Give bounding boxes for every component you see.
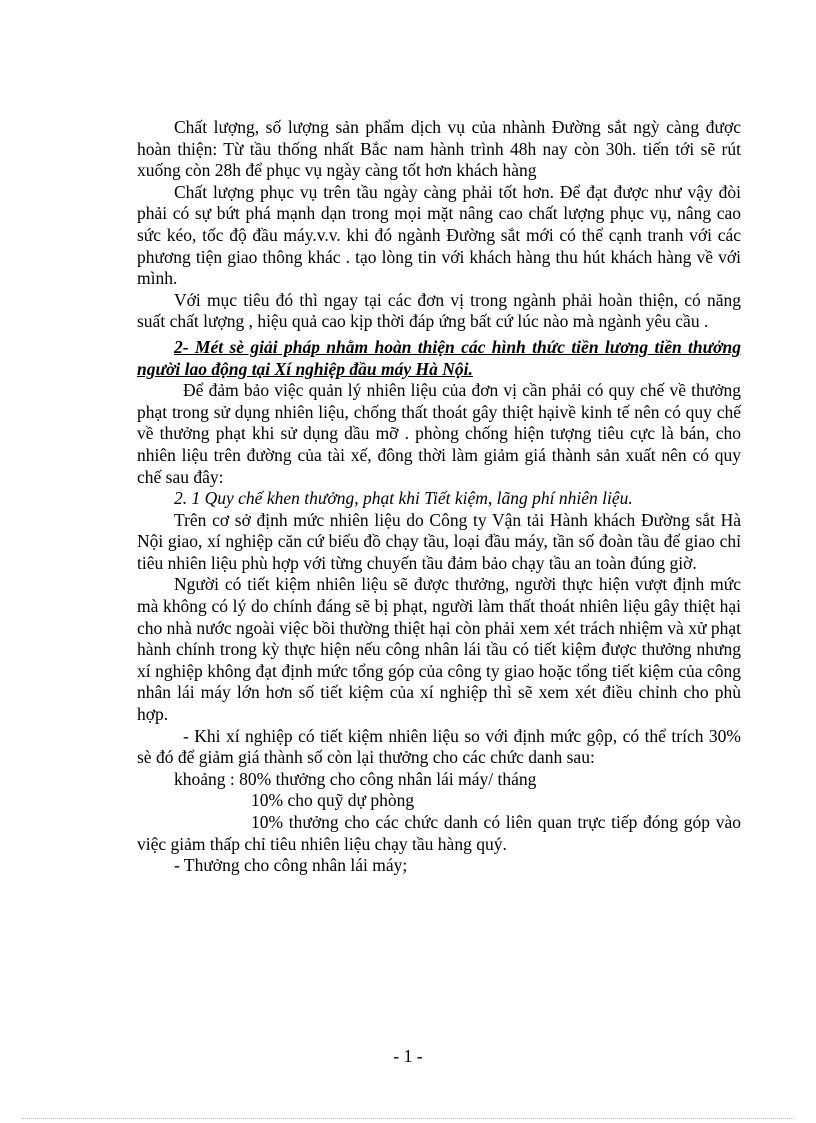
paragraph-basis: Trên cơ sở định mức nhiên liệu do Công ty Vận tải Hành khách Đường sắt Hà Nội giao, xí nghiệp căn cứ biểu đồ chạy tầu, loại đầu máy, tần số đoàn tầu để giao chỉ tiêu nhiên liệu phù hợp với từng chuyến tầu đảm bảo chạy tầu an toàn đúng giờ.	[137, 509, 741, 573]
allocation-reserve: 10% cho quỹ dự phòng	[251, 790, 415, 811]
subsection-heading: 2. 1 Quy chế khen thưởng, phạt khi Tiết kiệm, lãng phí nhiên liệu.	[174, 488, 633, 509]
paragraph-fuel-management: Để đảm bảo việc quản lý nhiên liệu của đơn vị cần phải có quy chế về thưởng phạt trong sử dụng nhiên liệu, chống thất thoát gây thiệt hạivề kinh tế nên có quy chế về thưởng phạt khi sử dụng dầu mỡ . phòng chống hiện tượng tiêu cực là bán, cho nhiên liệu trên đường của tài xế, đông thời làm giảm giá thành sản xuất nên có quy chế sau đây:	[137, 380, 741, 487]
document-body	[137, 117, 741, 877]
paragraph-service: Chất lượng phục vụ trên tầu ngày càng phải tốt hơn. Để đạt được như vậy đòi phải có sự bứt phá mạnh dạn trong mọi mặt nâng cao chất lượng phục vụ, nâng cao sức kéo, tốc độ đầu máy.v.v. khi đó ngành Đường sắt mới có thể cạnh tranh với các phương tiện giao thông khác . tạo lòng tin với khách hàng thu hút khách hàng về với mình.	[137, 181, 741, 289]
allocation-drivers: khoảng : 80% thưởng cho công nhân lái máy/ tháng	[174, 768, 537, 789]
section-heading: 2- Mét sè giải pháp nhằm hoàn thiện các hình thức tiền lương tiền thưởng người lao động tại Xí nghiệp đầu máy Hà Nội.	[137, 336, 741, 379]
bullet-driver-reward: - Thưởng cho công nhân lái máy;	[174, 855, 408, 876]
bullet-saving: - Khi xí nghiệp có tiết kiệm nhiên liệu so với định mức gộp, có thể trích 30% sè đó để giảm giá thành số còn lại thưởng cho các chức danh sau:	[137, 725, 741, 768]
paragraph-goal: Với mục tiêu đó thì ngay tại các đơn vị trong ngành phải hoàn thiện, có năng suất chất lượng , hiệu quả cao kịp thời đáp ứng bất cứ lúc nào mà ngành yêu cầu .	[137, 289, 741, 332]
page-bottom-divider	[22, 1118, 794, 1119]
allocation-staff: 10% thưởng cho các chức danh có liên quan trực tiếp đóng góp vào việc giảm thấp chỉ tiêu nhiên liệu chạy tầu hàng quý.	[137, 812, 741, 854]
paragraph-quality: Chất lượng, số lượng sản phẩm dịch vụ của nhành Đường sắt ngỳ càng được hoàn thiện: Từ tầu thống nhất Bắc nam hành trình 48h nay còn 30h. tiến tới sẽ rút xuống còn 28h để phục vụ ngày càng tốt hơn khách hàng	[137, 117, 741, 181]
page-number: - 1 -	[393, 1046, 423, 1066]
paragraph-reward: Người có tiết kiệm nhiên liệu sẽ được thưởng, người thực hiện vượt định mức mà không có lý do chính đáng sẽ bị phạt, người làm thất thoát nhiên liệu gây thiệt hại cho nhà nước ngoài việc bồi thường thiệt hại còn phải xem xét trách nhiệm và xử phạt hành chính trong kỳ thực hiện nếu công nhân lái tầu có tiết kiệm được thưởng nhưng xí nghiệp không đạt định mức tổng góp của công ty giao hoặc tổng tiết kiệm của công nhân lái máy lớn hơn số tiết kiệm của xí nghiệp thì sẽ xem xét điều chỉnh cho phù hợp.	[137, 574, 741, 725]
